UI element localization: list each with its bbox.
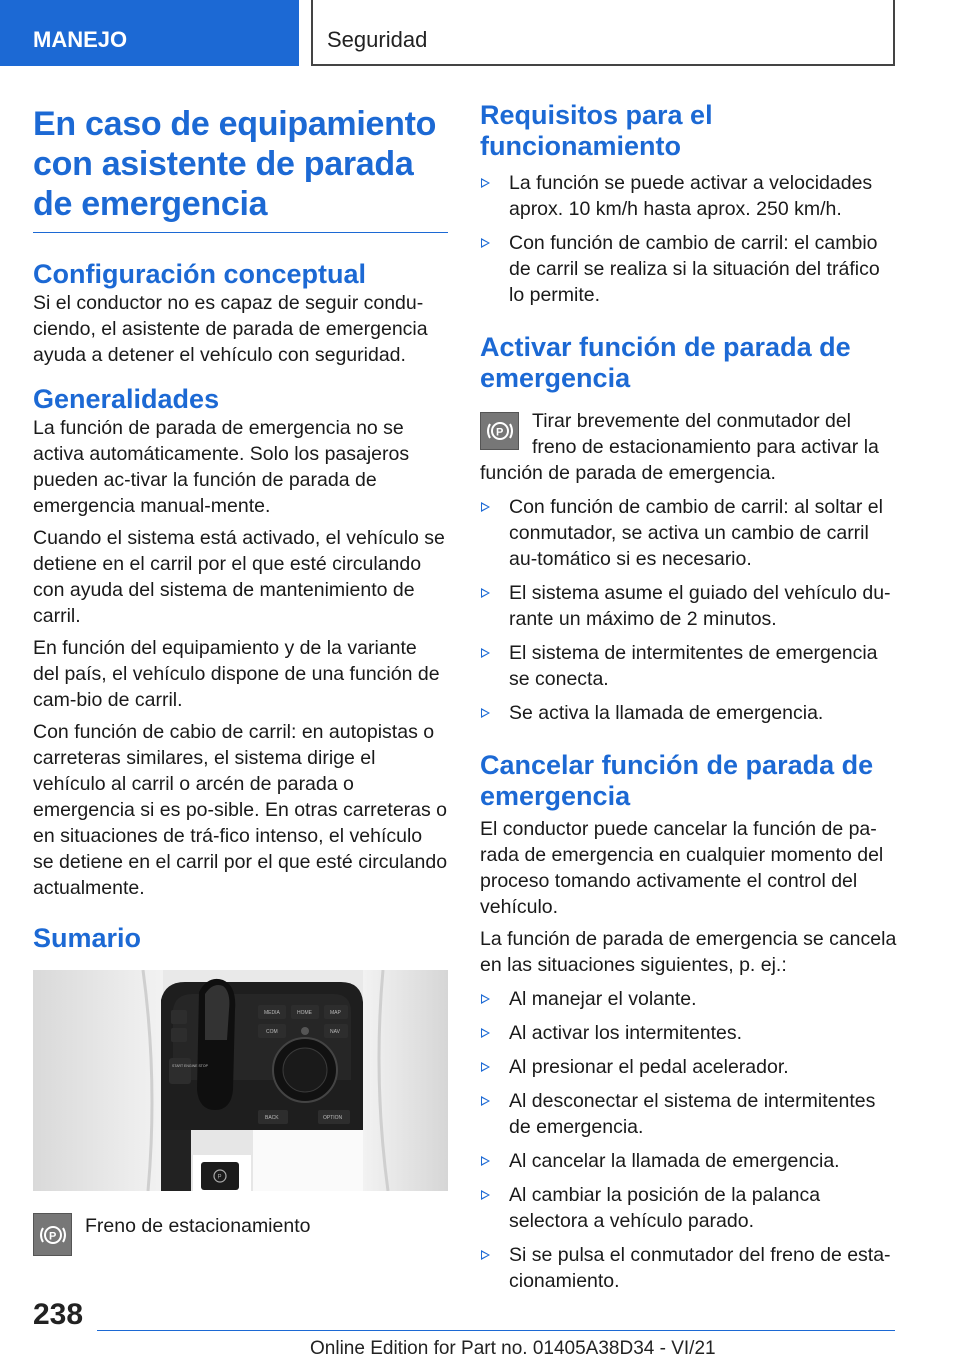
left-column (33, 104, 448, 1256)
list-item: Se activa la llamada de emergencia. (480, 700, 898, 726)
bullet-triangle-icon (481, 708, 490, 718)
bullet-triangle-icon (481, 238, 490, 248)
start-stop-label: START ENGINE STOP (172, 1064, 208, 1068)
svg-text:P: P (217, 1174, 222, 1181)
bullet-triangle-icon (481, 1190, 490, 1200)
figure-caption-row (33, 1213, 448, 1256)
activar-heading: Activar función de parada de emergencia (480, 332, 851, 393)
console-label: HOME (297, 1010, 312, 1016)
right-column (480, 100, 898, 1294)
console-label: BACK (265, 1115, 279, 1121)
list-item: Si se pulsa el conmutador del freno de esta-cionamiento. (480, 1242, 898, 1294)
edition-note: Online Edition for Part no. 01405A38D34 - VI/21 (310, 1338, 716, 1359)
list-item: Al desconectar el sistema de intermitentes de emergencia. (480, 1088, 898, 1140)
svg-text:P: P (48, 1230, 56, 1242)
list-item: El sistema asume el guiado del vehículo du-rante un máximo de 2 minutos. (480, 580, 898, 632)
bullet-triangle-icon (481, 1156, 490, 1166)
list-item: Al manejar el volante. (480, 986, 898, 1012)
config-heading: Configuración conceptual (33, 259, 367, 289)
bullet-triangle-icon (481, 178, 490, 188)
bullet-triangle-icon (481, 1062, 490, 1072)
center-console-image (33, 970, 448, 1191)
list-item: Al activar los intermitentes. (480, 1020, 898, 1046)
section-tab: MANEJO (0, 0, 299, 66)
main-title: En caso de equipamiento con asistente de parada de emergencia (33, 104, 448, 233)
general-paragraph: La función de parada de emergencia no se activa automáticamente. Solo los pasajeros pueden ac-tivar la función de parada de emergencia manual-mente. (33, 417, 410, 517)
cancel-paragraph: El conductor puede cancelar la función de pa-rada de emergencia en cualquier momento del proceso tomando activamente el control del vehículo. (480, 818, 884, 918)
console-label: MEDIA (264, 1010, 280, 1016)
bullet-triangle-icon (481, 1096, 490, 1106)
list-item: El sistema de intermitentes de emergencia se conecta. (480, 640, 898, 692)
bullet-triangle-icon (481, 1028, 490, 1038)
chapter-title: Seguridad (311, 0, 895, 66)
list-item: La función se puede activar a velocidades aprox. 10 km/h hasta aprox. 250 km/h. (480, 170, 898, 222)
general-paragraph: Con función de cabio de carril: en autopistas o carreteras similares, el sistema dirige el vehículo al carril o arcén de parada o emergencia si es po-sible. En otras carreteras o en situaciones de trá-fico intenso, el vehículo se detiene en el carril por el que esté circulando actualmente. (33, 721, 448, 899)
svg-text:P: P (495, 426, 503, 439)
bullet-triangle-icon (481, 588, 490, 598)
figure-caption: Freno de estacionamiento (85, 1215, 311, 1237)
activar-text: Tirar brevemente del conmutador del freno de estacionamiento para activar la función de parada de emergencia. (480, 410, 879, 484)
footer-divider (97, 1330, 895, 1331)
bullet-triangle-icon (481, 994, 490, 1004)
page-number: 238 (33, 1298, 84, 1331)
cancel-paragraph: La función de parada de emergencia se cancela en las situaciones siguientes, p. ej.: (480, 928, 897, 976)
sumario-heading: Sumario (33, 923, 142, 953)
general-paragraph: Cuando el sistema está activado, el vehículo se detiene en el carril por el que esté circulando con ayuda del sistema de mantenimiento de carril. (33, 527, 445, 627)
console-label: OPTION (323, 1115, 343, 1121)
general-heading: Generalidades (33, 384, 220, 414)
activar-instruction (480, 408, 898, 486)
parking-brake-icon (33, 1213, 72, 1256)
bullet-triangle-icon (481, 648, 490, 658)
parking-brake-icon (480, 412, 519, 450)
general-paragraph: En función del equipamiento y de la variante del país, el vehículo dispone de una función de cam-bio de carril. (33, 637, 440, 711)
list-item: Al cambiar la posición de la palanca selectora a vehículo parado. (480, 1182, 898, 1234)
config-text: Si el conductor no es capaz de seguir condu-ciendo, el asistente de parada de emergencia ayuda a detener el vehículo con seguridad. (33, 292, 428, 366)
list-item: Con función de cambio de carril: al soltar el conmutador, se activa un cambio de carril au-tomático si es necesario. (480, 494, 898, 572)
bullet-triangle-icon (481, 502, 490, 512)
list-item: Con función de cambio de carril: el cambio de carril se realiza si la situación del tráfico lo permite. (480, 230, 898, 308)
activar-list (480, 494, 898, 726)
requirements-list (480, 170, 898, 308)
console-label: MAP (330, 1010, 341, 1016)
cancel-list (480, 986, 898, 1294)
cancel-heading: Cancelar función de parada de emergencia (480, 750, 874, 811)
console-illustration (33, 970, 448, 1191)
console-label: COM (266, 1029, 278, 1035)
console-label: NAV (330, 1029, 340, 1035)
list-item: Al cancelar la llamada de emergencia. (480, 1148, 898, 1174)
requirements-heading: Requisitos para el funcionamiento (480, 100, 713, 161)
list-item: Al presionar el pedal acelerador. (480, 1054, 898, 1080)
bullet-triangle-icon (481, 1250, 490, 1260)
